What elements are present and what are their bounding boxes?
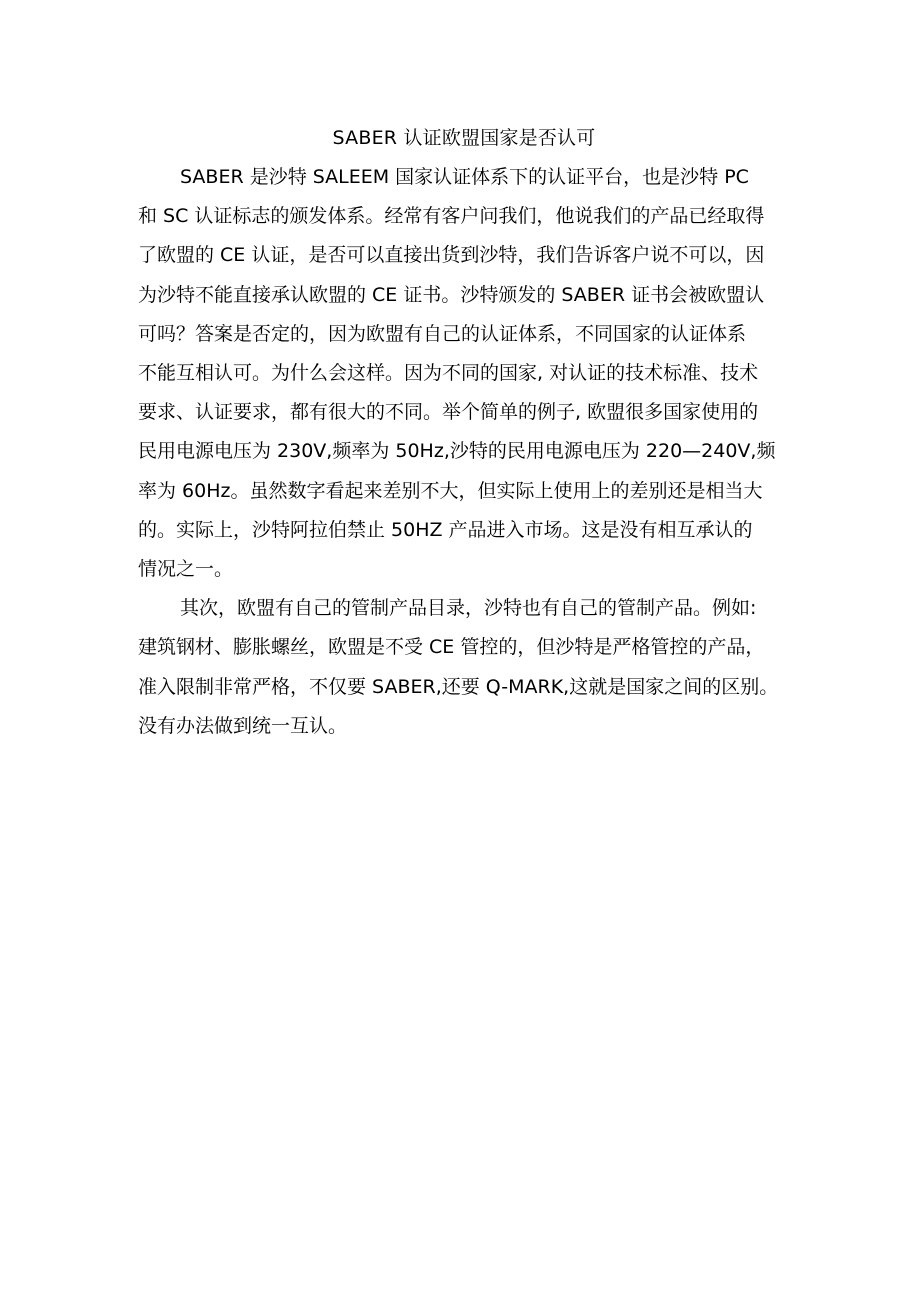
paragraph-1: [138, 158, 790, 589]
paragraph-2: [138, 589, 790, 746]
paragraph-1-line-4: 为沙特不能直接承认欧盟的 CE 证书。沙特颁发的 SABER 证书会被欧盟认: [138, 283, 765, 306]
paragraph-1-line-7: 要求、认证要求，都有很大的不同。举个简单的例子, 欧盟很多国家使用的: [138, 401, 759, 424]
paragraph-2-line-2: 建筑钢材、膨胀螺丝，欧盟是不受 CE 管控的，但沙特是严格管控的产品，: [138, 636, 765, 659]
paragraph-1-line-11: 情况之一。: [138, 558, 234, 581]
paragraph-1-line-3: 了欧盟的 CE 认证，是否可以直接出货到沙特，我们告诉客户说不可以，因: [138, 244, 765, 267]
paragraph-1-line-2: 和 SC 认证标志的颁发体系。经常有客户问我们，他说我们的产品已经取得: [138, 205, 765, 228]
paragraph-2-line-4: 没有办法做到统一互认。: [138, 714, 348, 737]
document-title: SABER 认证欧盟国家是否认可: [332, 127, 596, 149]
paragraph-2-line-3: 准入限制非常严格，不仅要 SABER,还要 Q-MARK,这就是国家之间的区别。: [138, 675, 779, 698]
paragraph-1-line-5: 可吗？答案是否定的，因为欧盟有自己的认证体系，不同国家的认证体系: [138, 322, 747, 345]
paragraph-2-line-1: 其次，欧盟有自己的管制产品目录，沙特也有自己的管制产品。例如:: [180, 597, 757, 620]
paragraph-1-line-9: 率为 60Hz。虽然数字看起来差别不大，但实际上使用上的差别还是相当大: [138, 479, 763, 502]
paragraph-1-line-8: 民用电源电压为 230V,频率为 50Hz,沙特的民用电源电压为 220—240V,频: [138, 440, 776, 463]
paragraph-1-line-10: 的。实际上，沙特阿拉伯禁止 50HZ 产品进入市场。这是没有相互承认的: [138, 518, 753, 541]
paragraph-1-line-1: SABER 是沙特 SALEEM 国家认证体系下的认证平台，也是沙特 PC: [180, 166, 749, 188]
paragraph-1-line-6: 不能互相认可。为什么会这样。因为不同的国家, 对认证的技术标准、技术: [138, 362, 759, 385]
document-content: [138, 118, 790, 746]
